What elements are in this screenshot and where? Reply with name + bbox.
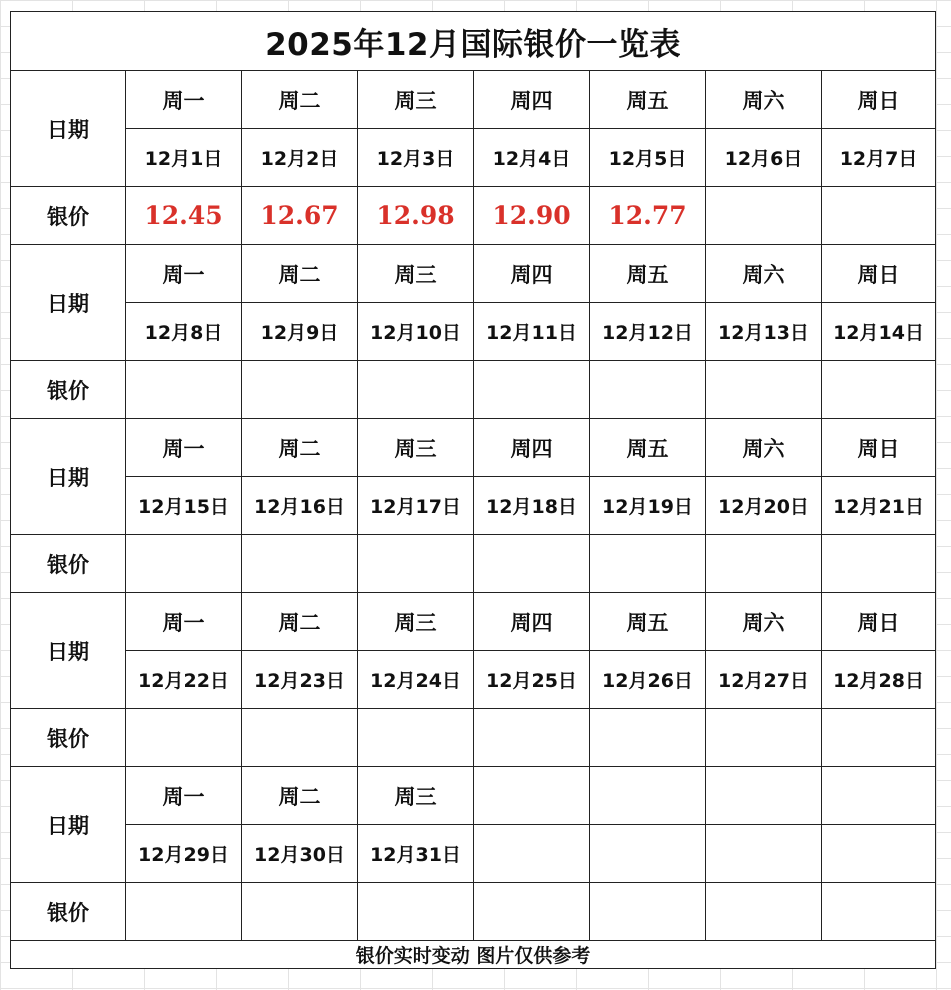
price-row: [11, 709, 936, 767]
date-cell: 12月1日: [126, 129, 242, 187]
weekday-cell: 周一: [126, 245, 242, 303]
weekday-cell: 周三: [358, 71, 474, 129]
date-cell: 12月30日: [242, 825, 358, 883]
date-row-label: 日期: [11, 419, 126, 535]
date-row: [11, 477, 936, 535]
price-cell: [358, 709, 474, 767]
date-cell: 12月22日: [126, 651, 242, 709]
price-cell: [822, 883, 936, 941]
weekday-cell: 周五: [590, 71, 706, 129]
silver-price-table: [10, 11, 936, 969]
weekday-cell: 周日: [822, 419, 936, 477]
footer-row: [11, 941, 936, 969]
weekday-cell: 周六: [706, 593, 822, 651]
price-cell: [126, 535, 242, 593]
price-cell: [242, 709, 358, 767]
weekday-cell: 周一: [126, 593, 242, 651]
date-row: [11, 129, 936, 187]
date-cell: 12月20日: [706, 477, 822, 535]
price-row-label: 银价: [11, 361, 126, 419]
date-cell: 12月4日: [474, 129, 590, 187]
date-cell: 12月24日: [358, 651, 474, 709]
date-cell: 12月15日: [126, 477, 242, 535]
weekday-cell: 周日: [822, 245, 936, 303]
price-cell: 12.77: [590, 187, 706, 245]
weekday-cell: 周六: [706, 71, 822, 129]
date-cell: 12月14日: [822, 303, 936, 361]
date-cell: 12月7日: [822, 129, 936, 187]
price-cell: [822, 535, 936, 593]
weekday-cell: [474, 767, 590, 825]
date-cell: 12月2日: [242, 129, 358, 187]
weekday-cell: 周四: [474, 593, 590, 651]
weekday-cell: [590, 767, 706, 825]
date-row-label: 日期: [11, 71, 126, 187]
weekday-cell: [706, 767, 822, 825]
date-row: [11, 651, 936, 709]
date-cell: 12月10日: [358, 303, 474, 361]
weekday-cell: 周六: [706, 245, 822, 303]
price-cell: 12.90: [474, 187, 590, 245]
price-cell: [474, 709, 590, 767]
date-row-label: 日期: [11, 245, 126, 361]
date-cell: 12月31日: [358, 825, 474, 883]
weekday-cell: 周三: [358, 593, 474, 651]
date-cell: 12月23日: [242, 651, 358, 709]
weekday-cell: 周四: [474, 245, 590, 303]
weekday-cell: 周二: [242, 71, 358, 129]
weekday-cell: 周一: [126, 71, 242, 129]
price-cell: [706, 709, 822, 767]
weekday-cell: 周四: [474, 419, 590, 477]
date-cell: 12月3日: [358, 129, 474, 187]
price-cell: [706, 535, 822, 593]
date-cell: 12月13日: [706, 303, 822, 361]
date-row-label: 日期: [11, 593, 126, 709]
calendar-grid: [11, 71, 936, 941]
date-cell: 12月9日: [242, 303, 358, 361]
weekday-cell: 周二: [242, 593, 358, 651]
price-cell: [590, 361, 706, 419]
date-cell: 12月28日: [822, 651, 936, 709]
price-row-label: 银价: [11, 709, 126, 767]
weekday-row: [11, 245, 936, 303]
date-row: [11, 825, 936, 883]
price-cell: [590, 883, 706, 941]
date-cell: [474, 825, 590, 883]
price-cell: [706, 361, 822, 419]
price-cell: [242, 361, 358, 419]
date-row-label: 日期: [11, 767, 126, 883]
date-cell: 12月12日: [590, 303, 706, 361]
title-row: [11, 12, 936, 71]
price-cell: [358, 883, 474, 941]
weekday-row: [11, 71, 936, 129]
weekday-row: [11, 593, 936, 651]
price-row-label: 银价: [11, 187, 126, 245]
weekday-row: [11, 767, 936, 825]
price-cell: [126, 883, 242, 941]
date-cell: 12月17日: [358, 477, 474, 535]
weekday-cell: 周三: [358, 245, 474, 303]
weekday-cell: 周五: [590, 245, 706, 303]
date-cell: 12月11日: [474, 303, 590, 361]
weekday-cell: 周三: [358, 767, 474, 825]
weekday-cell: 周五: [590, 419, 706, 477]
table-title: 2025年12月国际银价一览表: [11, 12, 936, 71]
price-row: [11, 187, 936, 245]
weekday-cell: 周五: [590, 593, 706, 651]
date-cell: 12月21日: [822, 477, 936, 535]
date-cell: [590, 825, 706, 883]
weekday-cell: 周四: [474, 71, 590, 129]
price-row: [11, 361, 936, 419]
date-cell: 12月27日: [706, 651, 822, 709]
date-cell: 12月6日: [706, 129, 822, 187]
price-cell: [474, 883, 590, 941]
price-row: [11, 883, 936, 941]
date-cell: 12月29日: [126, 825, 242, 883]
weekday-cell: 周日: [822, 593, 936, 651]
price-cell: 12.67: [242, 187, 358, 245]
weekday-cell: 周一: [126, 767, 242, 825]
price-cell: [706, 883, 822, 941]
date-cell: [706, 825, 822, 883]
price-cell: [590, 535, 706, 593]
date-cell: 12月25日: [474, 651, 590, 709]
weekday-cell: 周二: [242, 767, 358, 825]
price-cell: 12.45: [126, 187, 242, 245]
price-cell: [474, 361, 590, 419]
weekday-cell: 周三: [358, 419, 474, 477]
price-cell: [242, 883, 358, 941]
footer-note: 银价实时变动 图片仅供参考: [11, 941, 936, 969]
weekday-cell: 周一: [126, 419, 242, 477]
price-cell: [822, 709, 936, 767]
price-cell: [242, 535, 358, 593]
weekday-cell: 周六: [706, 419, 822, 477]
price-cell: [822, 187, 936, 245]
price-row: [11, 535, 936, 593]
price-cell: [126, 709, 242, 767]
weekday-cell: 周二: [242, 419, 358, 477]
date-cell: 12月19日: [590, 477, 706, 535]
price-cell: [590, 709, 706, 767]
price-cell: 12.98: [358, 187, 474, 245]
price-row-label: 银价: [11, 883, 126, 941]
price-cell: [474, 535, 590, 593]
date-cell: [822, 825, 936, 883]
weekday-cell: 周二: [242, 245, 358, 303]
date-cell: 12月18日: [474, 477, 590, 535]
price-row-label: 银价: [11, 535, 126, 593]
date-cell: 12月8日: [126, 303, 242, 361]
date-cell: 12月26日: [590, 651, 706, 709]
price-cell: [358, 361, 474, 419]
date-cell: 12月5日: [590, 129, 706, 187]
price-cell: [822, 361, 936, 419]
weekday-cell: 周日: [822, 71, 936, 129]
price-cell: [126, 361, 242, 419]
weekday-cell: [822, 767, 936, 825]
price-cell: [358, 535, 474, 593]
weekday-row: [11, 419, 936, 477]
date-row: [11, 303, 936, 361]
price-cell: [706, 187, 822, 245]
date-cell: 12月16日: [242, 477, 358, 535]
